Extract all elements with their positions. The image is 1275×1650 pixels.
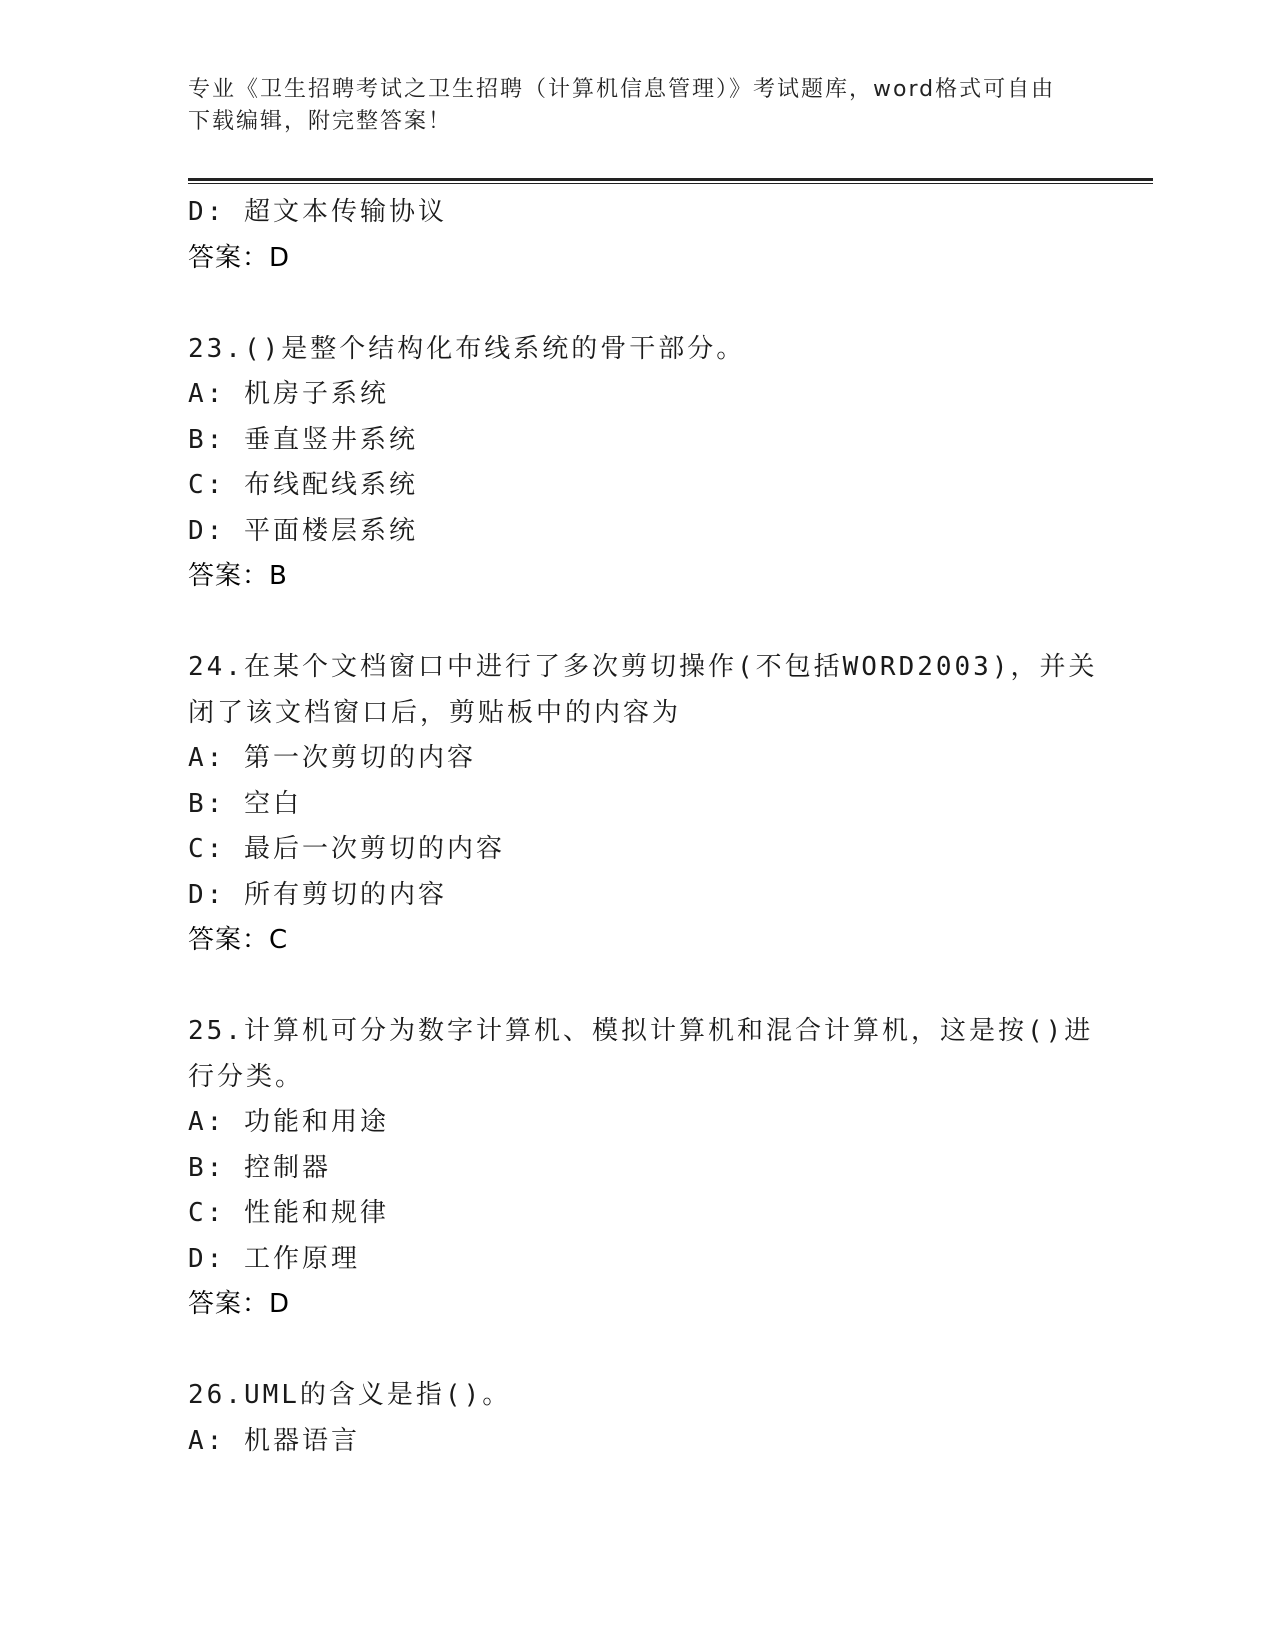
question-stem: 26.UML的含义是指()。 [188,1380,512,1410]
question-stem: 23.()是整个结构化布线系统的骨干部分。 [188,333,746,364]
answer: 答案：C [188,925,289,955]
question-stem: 25.计算机可分为数字计算机、模拟计算机和混合计算机，这是按()进行分类。 [188,1016,1094,1092]
option-c: C: 最后一次剪切的内容 [188,834,505,864]
option-b: B: 控制器 [188,1152,331,1183]
answer: 答案：D [188,1289,291,1319]
question-list [188,190,1108,1464]
option-a: A: 机房子系统 [188,379,389,409]
option-b: B: 空白 [188,788,302,819]
question-23 [188,327,1108,600]
option-d: D: 所有剪切的内容 [188,879,447,910]
option-a: A: 机器语言 [188,1425,360,1456]
option-a: A: 功能和用途 [188,1107,389,1137]
option-d: D: 平面楼层系统 [188,515,418,546]
prev-answer: 答案：D [188,242,291,273]
header-divider-thin [188,183,1153,184]
question-26 [188,1373,1108,1464]
question-25 [188,1009,1108,1328]
header-divider-thick [188,178,1153,181]
prev-option-d: D: 超文本传输协议 [188,197,447,227]
answer: 答案：B [188,561,288,591]
option-b: B: 垂直竖井系统 [188,424,418,455]
option-d: D: 工作原理 [188,1243,360,1274]
question-24 [188,645,1108,964]
question-stem: 24.在某个文档窗口中进行了多次剪切操作(不包括WORD2003)，并关闭了该文档窗口后，剪贴板中的内容为 [188,652,1098,728]
option-a: A: 第一次剪切的内容 [188,743,476,773]
document-header: 专业《卫生招聘考试之卫生招聘（计算机信息管理）》考试题库，word格式可自由下载编辑，附完整答案！ [188,77,1056,134]
option-c: C: 布线配线系统 [188,470,418,500]
option-c: C: 性能和规律 [188,1198,389,1228]
